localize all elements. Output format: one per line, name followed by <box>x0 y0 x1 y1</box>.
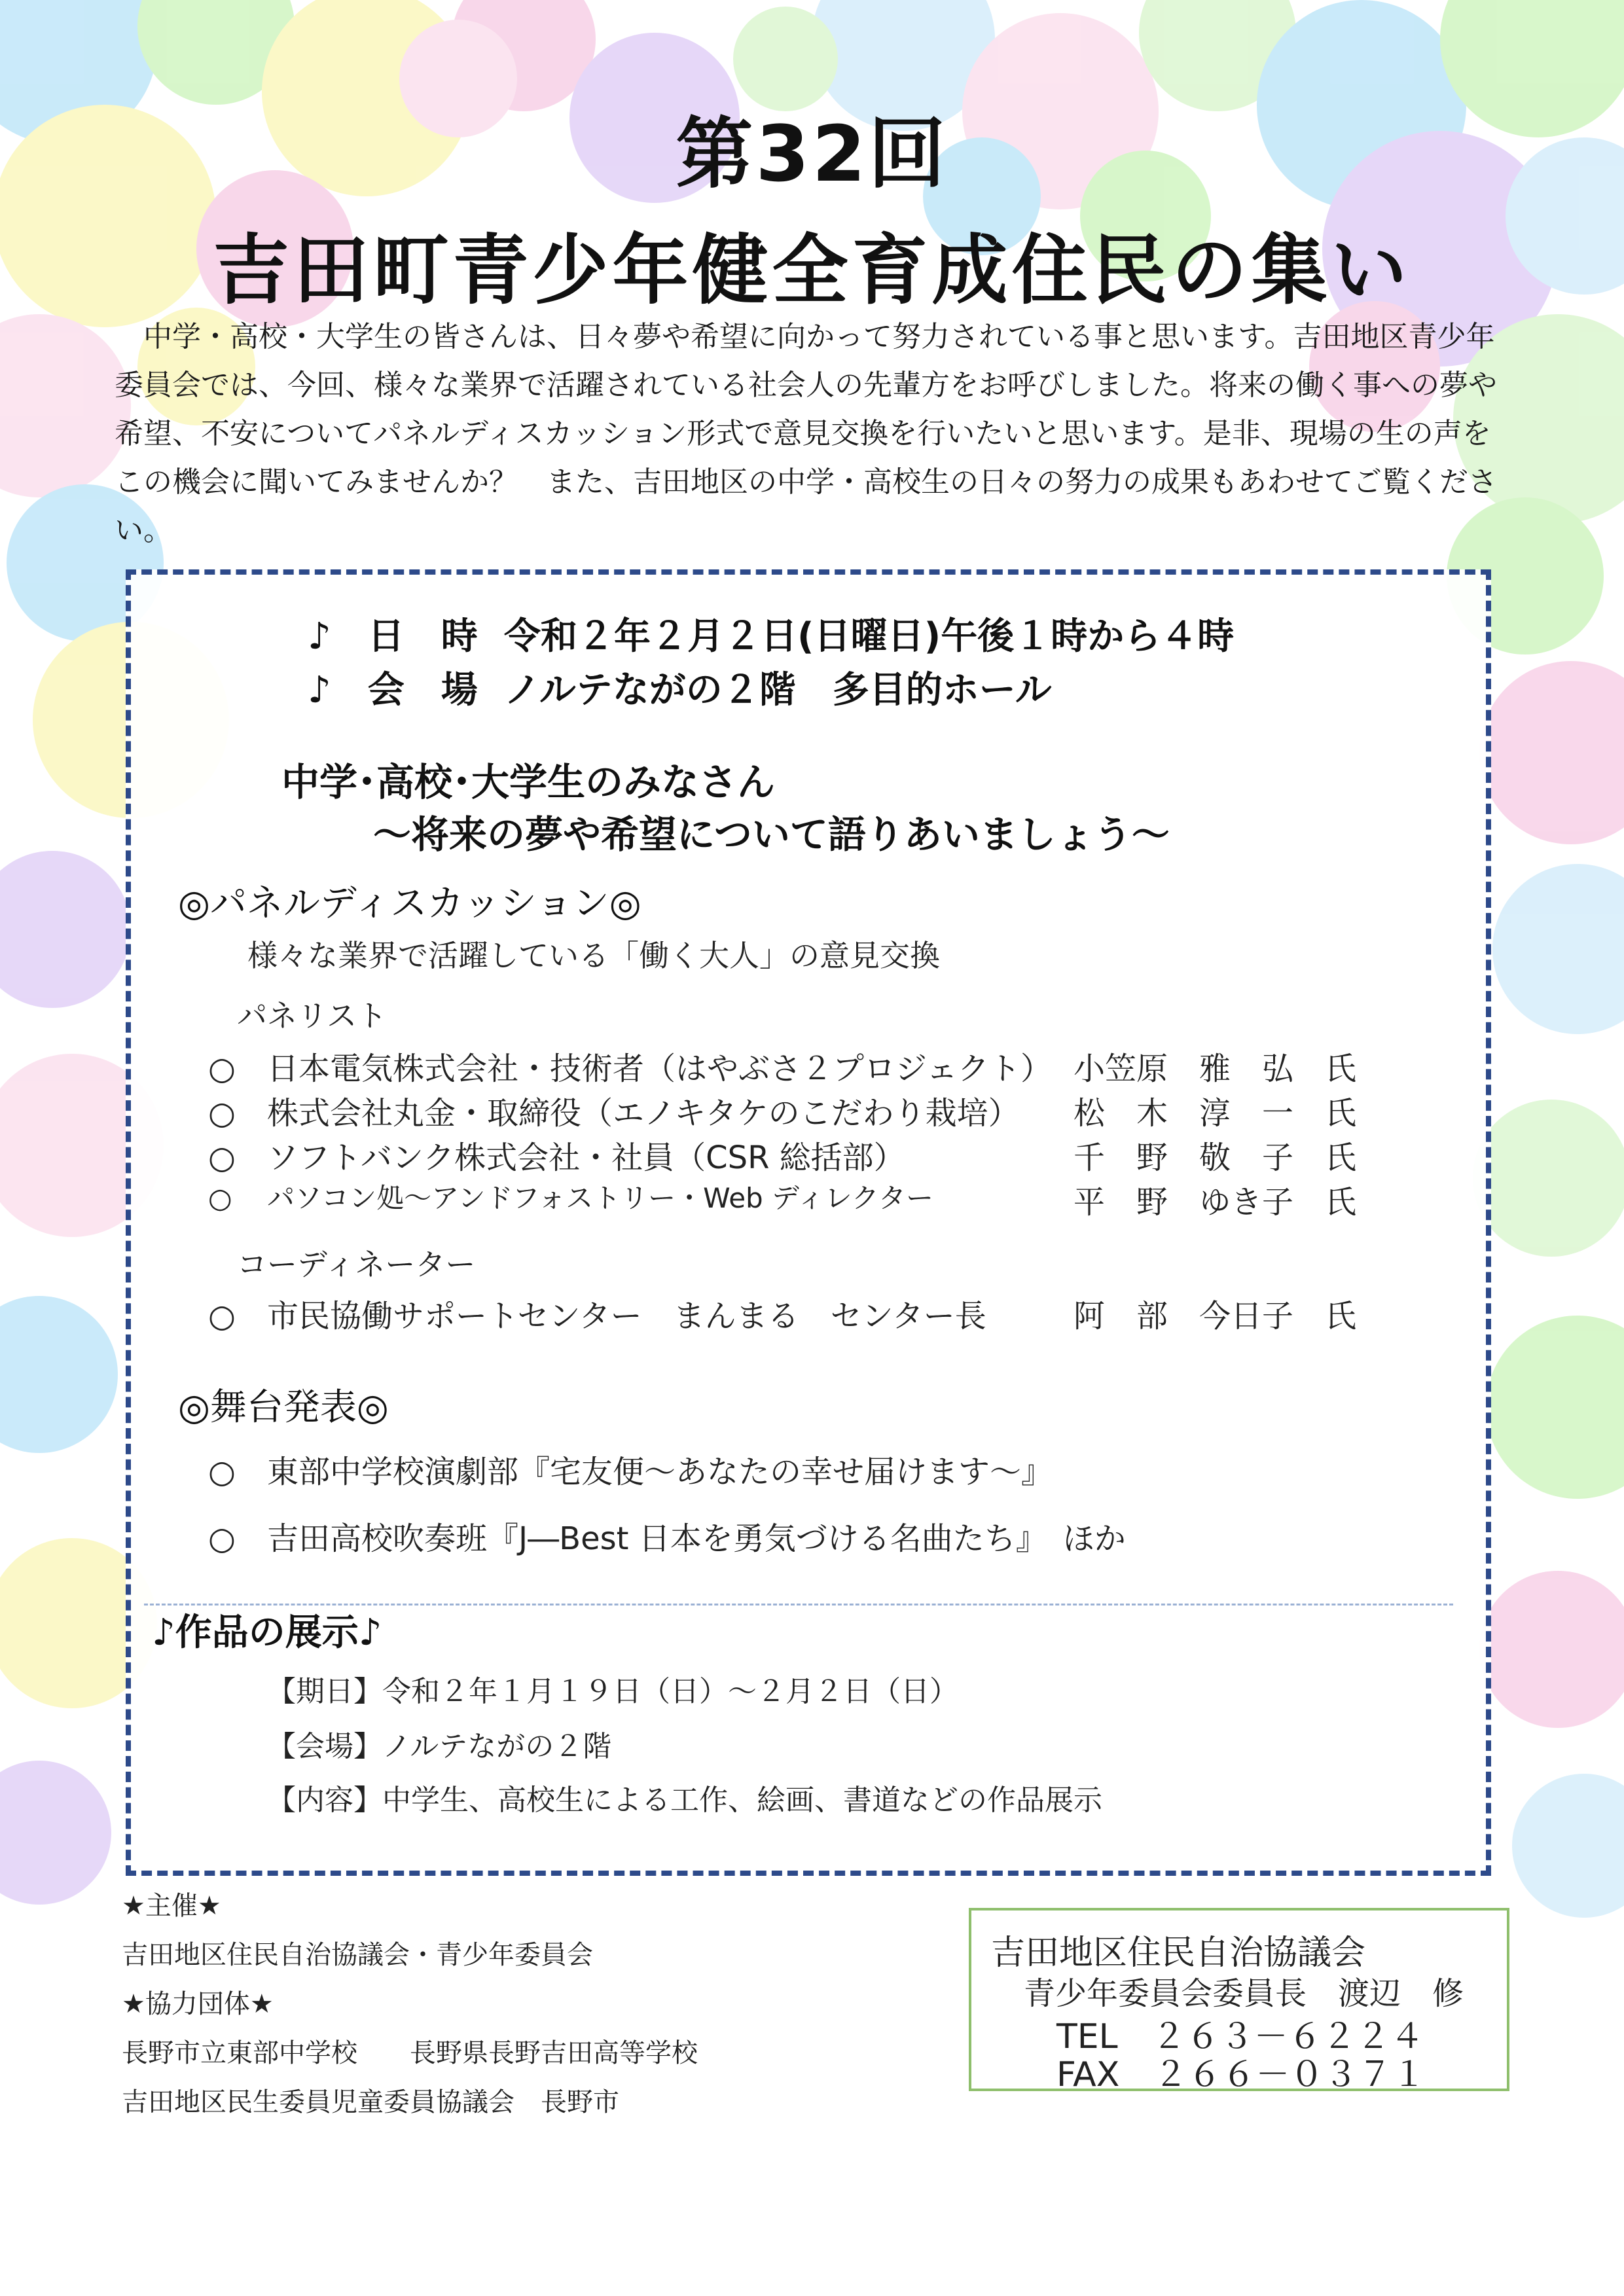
contact-box <box>969 1908 1509 2094</box>
display-content: 【内容】中学生、高校生による工作、絵画、書道などの作品展示 <box>267 1784 1102 1817</box>
panelist-row <box>208 1177 933 1216</box>
host-name: 吉田地区住民自治協議会・青少年委員会 <box>122 1940 593 1970</box>
panelist-org: 株式会社丸金・取締役（エノキタケのこだわり栽培） <box>267 1095 1020 1132</box>
bubble <box>0 1761 111 1905</box>
display-venue: 【会場】ノルテながの２階 <box>267 1730 612 1763</box>
stage-item-text: 吉田高校吹奏班『J―Best 日本を勇気づける名曲たち』 ほか <box>267 1520 1126 1557</box>
venue-value: ノルテながの２階 多目的ホール <box>504 669 1052 711</box>
panel-description: 様々な業界で活躍している「働く大人」の意見交換 <box>247 938 940 973</box>
stage-item <box>208 1513 1126 1558</box>
bubble <box>1512 1774 1624 1918</box>
panelist-org: パソコン処～アンドフォストリー・Web ディレクター <box>267 1182 933 1214</box>
coop-line2: 吉田地区民生委員児童委員協議会 長野市 <box>122 2087 619 2117</box>
bullet-icon: ○ <box>208 1095 236 1132</box>
contact-fax: FAX ２６６－０３７１ <box>1056 2055 1426 2094</box>
bubble <box>1479 661 1624 844</box>
contact-person: 青少年委員会委員長 渡辺 修 <box>1024 1975 1464 2012</box>
bullet-icon: ○ <box>208 1298 236 1335</box>
panelist-row <box>208 1043 1052 1088</box>
coop-line1: 長野市立東部中学校 長野県長野吉田高等学校 <box>122 2038 698 2068</box>
panelist-name: 小笠原 雅 弘 氏 <box>1074 1050 1357 1087</box>
bullet-icon: ○ <box>208 1139 236 1176</box>
bubble <box>0 851 131 1008</box>
coordinator-org: 市民協働サポートセンター まんまる センター長 <box>267 1298 986 1335</box>
bubble <box>0 314 131 497</box>
venue-row <box>308 661 1052 713</box>
stage-item <box>208 1446 1053 1492</box>
contact-org: 吉田地区住民自治協議会 <box>991 1933 1366 1973</box>
bullet-icon: ○ <box>208 1520 236 1557</box>
datetime-label: ♪ 日 時 <box>308 615 478 658</box>
page-title: 吉田町青少年健全育成住民の集い <box>213 226 1411 315</box>
coordinator-row <box>208 1291 986 1336</box>
bubble <box>1479 1571 1624 1728</box>
bullet-icon: ○ <box>208 1454 236 1490</box>
panelist-name: 千 野 敬 子 氏 <box>1074 1139 1357 1176</box>
contact-tel: TEL ２６３－６２２４ <box>1056 2017 1424 2056</box>
bullet-icon: ○ <box>208 1182 232 1214</box>
slogan-line2: ～将来の夢や希望について語りあいましょう～ <box>373 812 1170 857</box>
datetime-value: 令和２年２月２日(日曜日)午後１時から４時 <box>504 615 1235 658</box>
bubble <box>1492 864 1624 1034</box>
stage-item-text: 東部中学校演劇部『宅友便～あなたの幸せ届けます～』 <box>267 1454 1053 1490</box>
panelist-row <box>208 1132 905 1177</box>
panelists-label: パネリスト <box>237 998 388 1033</box>
bubble <box>0 1296 118 1453</box>
display-period: 【期日】令和２年１月１９日（日）～２月２日（日） <box>267 1675 958 1708</box>
panelist-name: 平 野 ゆき子 氏 <box>1074 1184 1357 1221</box>
stage-heading: ◎舞台発表◎ <box>178 1386 389 1429</box>
venue-label: ♪ 会 場 <box>308 669 478 711</box>
bubble <box>1473 1100 1624 1257</box>
edition-title: 第32回 <box>676 109 948 199</box>
datetime-row <box>308 607 1234 660</box>
bubble <box>1486 1316 1624 1499</box>
panelist-name: 松 木 淳 一 氏 <box>1074 1095 1357 1132</box>
panelist-row <box>208 1088 1020 1133</box>
host-label: ★主催★ <box>122 1891 221 1921</box>
intro-text: 中学・高校・大学生の皆さんは、日々夢や希望に向かって努力されている事と思います。吉田地区青少年委員会では、今回、様々な業界で活躍されている社会人の先輩方をお呼びしました。将来の働く事への夢や希望、不安についてパネルディスカッション形式で意見交換を行いたいと思います。是非、現場の生の声をこの機会に聞いてみませんか？ また、吉田地区の中学・高校生の日々の努力の成果もあわせてご覧ください。 <box>115 320 1497 547</box>
panelist-org: ソフトバンク株式会社・社員（CSR 総括部） <box>267 1139 905 1176</box>
panel-heading: ◎パネルディスカッション◎ <box>178 882 641 925</box>
panelist-org: 日本電気株式会社・技術者（はやぶさ２プロジェクト） <box>267 1050 1053 1087</box>
display-heading: ♪作品の展示♪ <box>152 1611 382 1654</box>
coordinator-name: 阿 部 今日子 氏 <box>1074 1298 1357 1335</box>
slogan-line1: 中学･高校･大学生のみなさん <box>281 760 776 804</box>
coordinator-label: コーディネーター <box>237 1247 476 1282</box>
coop-label: ★協力団体★ <box>122 1989 274 2019</box>
bullet-icon: ○ <box>208 1050 236 1087</box>
